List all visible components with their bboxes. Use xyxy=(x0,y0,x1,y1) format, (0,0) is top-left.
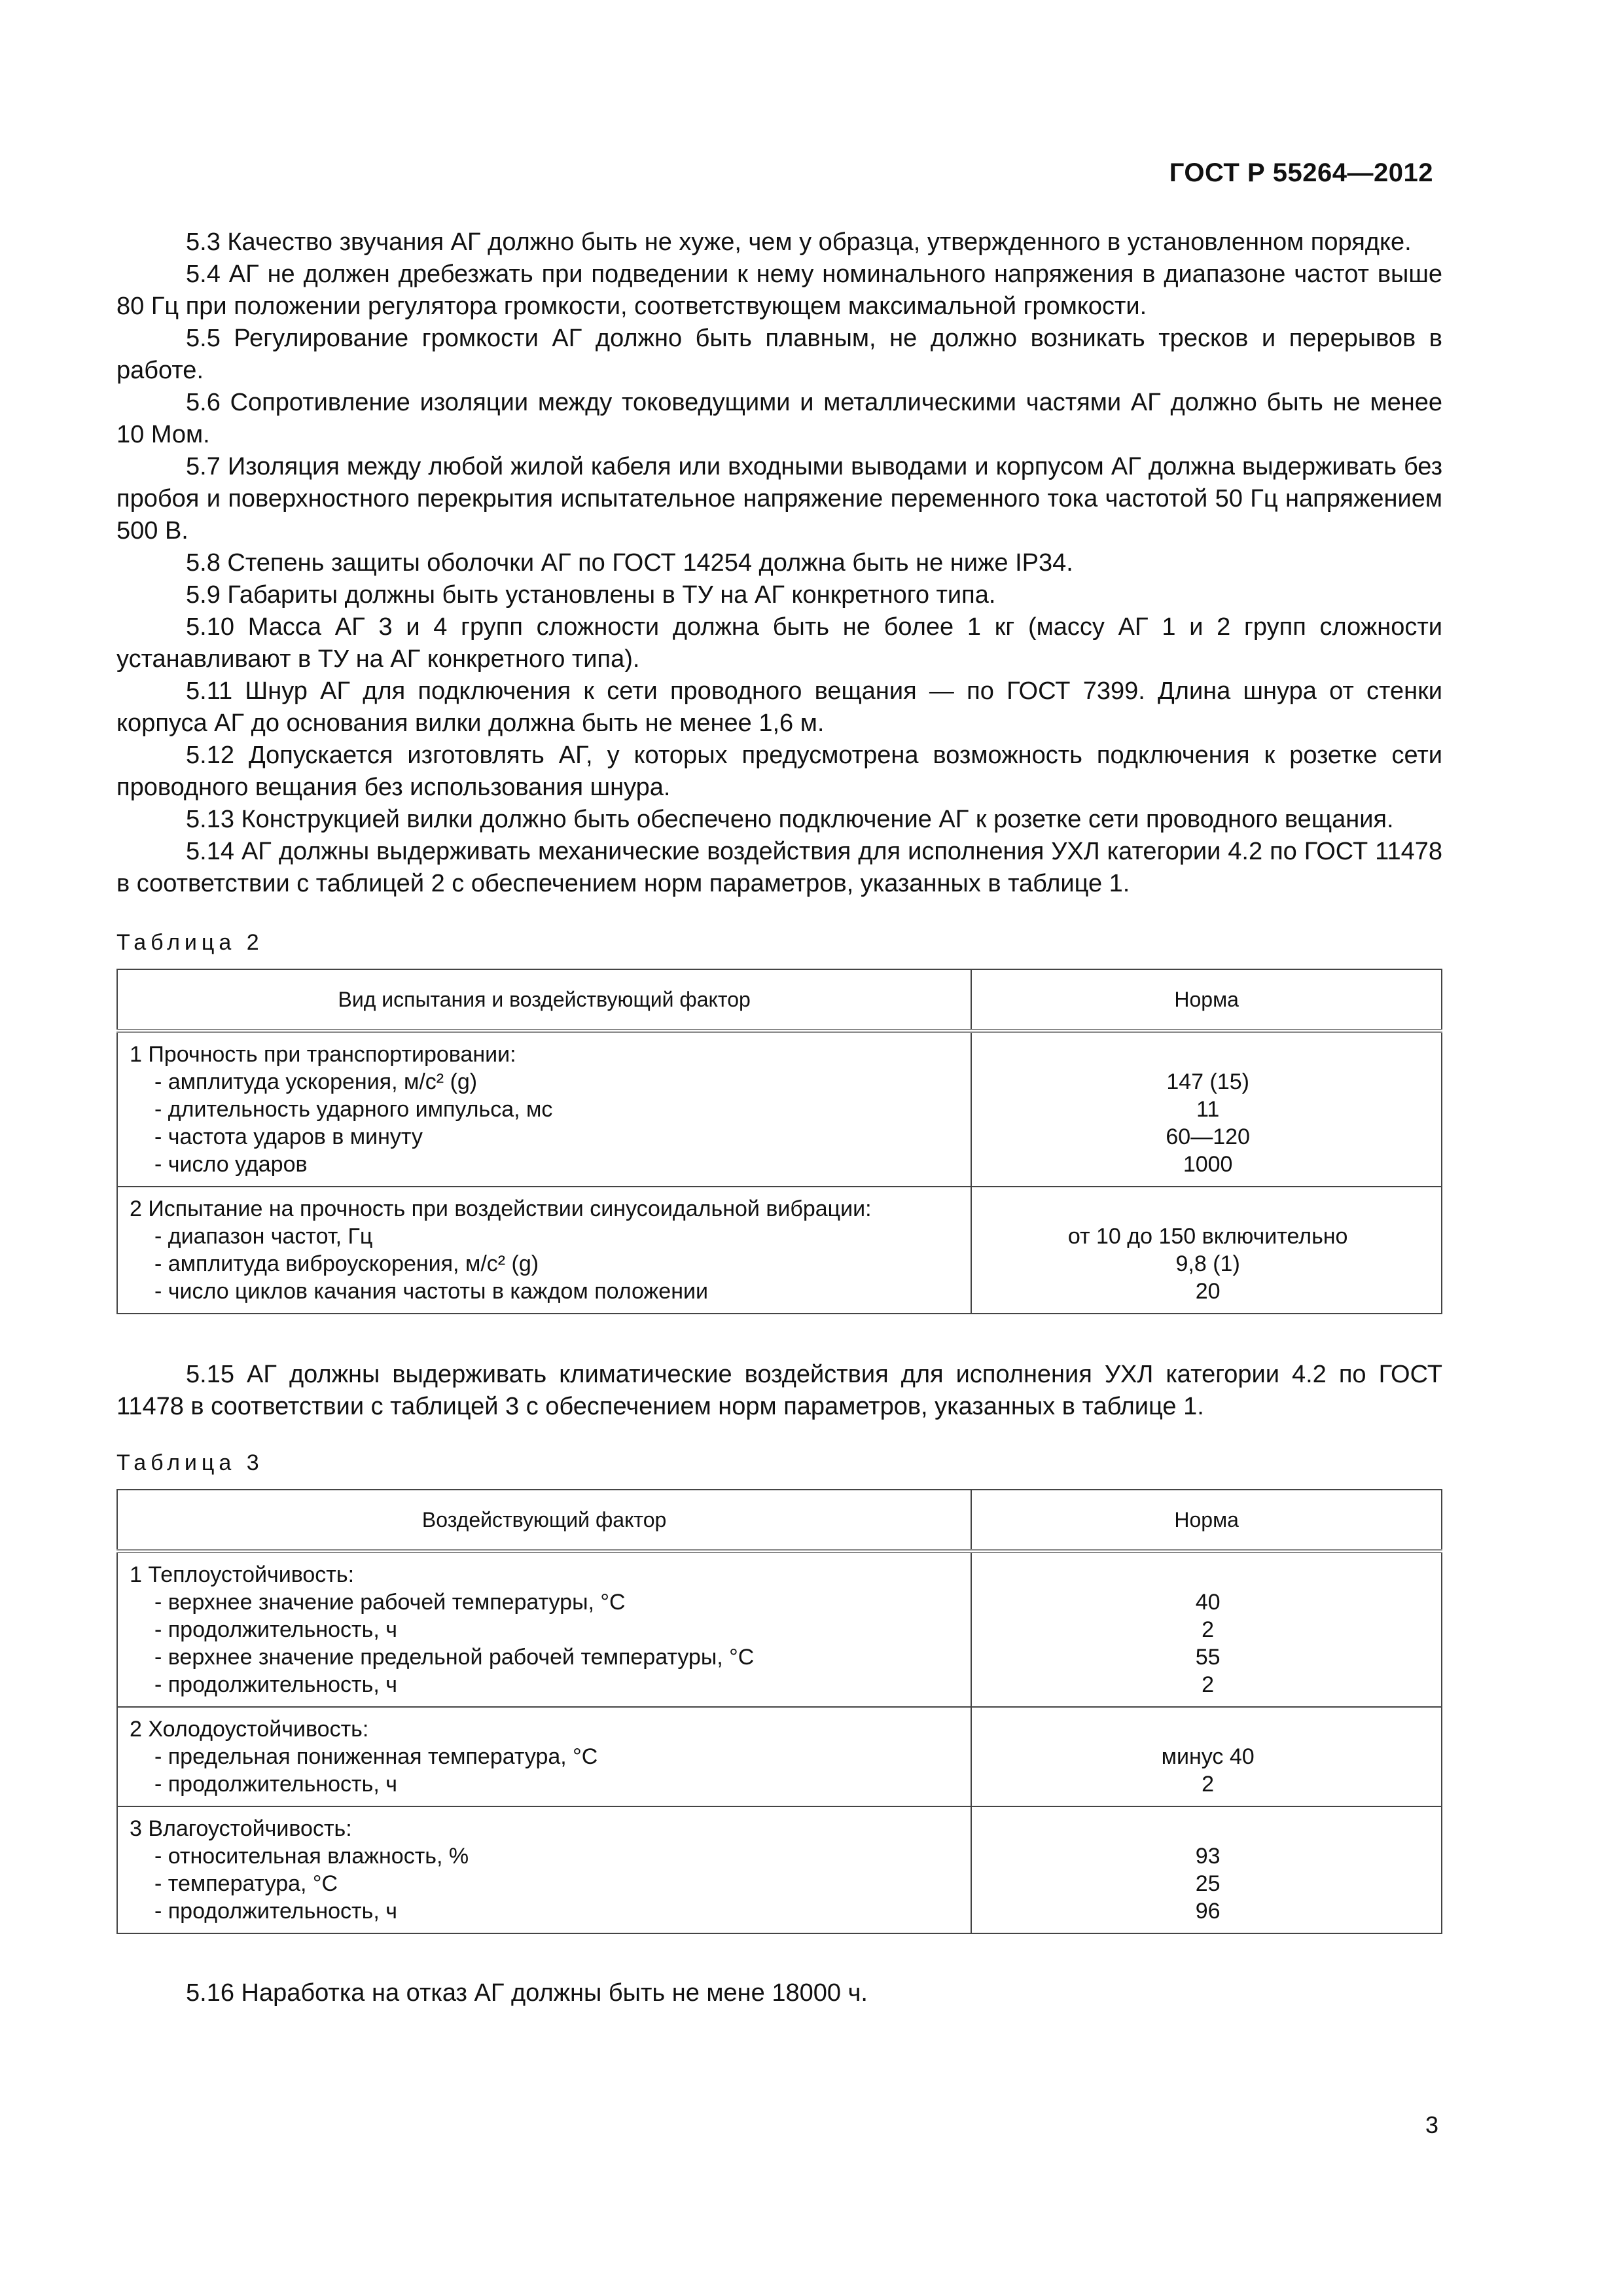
norm-value: 9,8 (1) xyxy=(1175,1251,1240,1276)
table-2 xyxy=(116,969,1442,1314)
paragraph-5-4: 5.4 АГ не должен дребезжать при подведении к нему номинального напряжения в диапазоне частот выше 80 Гц при положении регулятора громкости, соответствующем максимальной громкости. xyxy=(116,260,1442,320)
table-2-factor-cell xyxy=(117,1031,971,1187)
paragraph-5-10: 5.10 Масса АГ 3 и 4 групп сложности должна быть не более 1 кг (массу АГ 1 и 2 групп сложности устанавливают в ТУ на АГ конкретного типа). xyxy=(116,613,1442,673)
norm-value: 55 xyxy=(1195,1645,1221,1670)
table-2-norm-cell xyxy=(971,1031,1442,1187)
document-id-header: ГОСТ Р 55264—2012 xyxy=(1169,158,1433,187)
norm-value: 96 xyxy=(1195,1899,1221,1924)
paragraph-5-9: 5.9 Габариты должны быть установлены в ТУ на АГ конкретного типа. xyxy=(186,581,996,609)
table-3-caption: Таблица 3 xyxy=(116,1450,264,1475)
factor-item: - амплитуда виброускорения, м/с² (g) xyxy=(154,1251,539,1276)
norm-value: 60—120 xyxy=(1166,1124,1250,1149)
paragraph-5-13: 5.13 Конструкцией вилки должно быть обеспечено подключение АГ к розетке сети проводного вещания. xyxy=(186,806,1394,833)
table-row xyxy=(117,1031,1442,1187)
paragraph-5-16: 5.16 Наработка на отказ АГ должны быть не мене 18000 ч. xyxy=(186,1979,868,2007)
factor-item: - продолжительность, ч xyxy=(154,1672,397,1697)
table-row xyxy=(117,1806,1442,1933)
factor-item: - продолжительность, ч xyxy=(154,1899,397,1924)
norm-value: от 10 до 150 включительно xyxy=(1067,1224,1348,1249)
table-2-header-row xyxy=(117,969,1442,1031)
table-row xyxy=(117,1551,1442,1707)
table-2-factor-cell xyxy=(117,1187,971,1314)
paragraph-5-15: 5.15 АГ должны выдерживать климатические воздействия для исполнения УХЛ категории 4.2 по ГОСТ 11478 в соответствии с таблицей 3 с обеспечением норм параметров, указанных в таблице 1. xyxy=(116,1361,1442,1420)
table-3-header-factor: Воздействующий фактор xyxy=(117,1490,971,1551)
norm-value: 40 xyxy=(1195,1590,1221,1615)
table-3-header-row xyxy=(117,1490,1442,1551)
factor-item: - продолжительность, ч xyxy=(154,1772,397,1797)
factor-item: - верхнее значение предельной рабочей температуры, °С xyxy=(154,1645,755,1670)
table-2-header-norm: Норма xyxy=(971,969,1442,1031)
group-title: 1 Прочность при транспортировании: xyxy=(130,1042,516,1067)
table-3-factor-cell xyxy=(117,1551,971,1707)
paragraph-5-11: 5.11 Шнур АГ для подключения к сети проводного вещания — по ГОСТ 7399. Длина шнура от стенки корпуса АГ до основания вилки должна быть не менее 1,6 м. xyxy=(116,677,1442,737)
table-2-header-factor: Вид испытания и воздействующий фактор xyxy=(117,969,971,1031)
group-title: 2 Испытание на прочность при воздействии синусоидальной вибрации: xyxy=(130,1196,872,1221)
norm-value: 25 xyxy=(1195,1871,1221,1896)
table-2-norm-cell xyxy=(971,1187,1442,1314)
paragraph-5-12: 5.12 Допускается изготовлять АГ, у которых предусмотрена возможность подключения к розетке сети проводного вещания без использования шнура. xyxy=(116,742,1442,801)
page-content xyxy=(116,226,1442,2009)
factor-item: - длительность ударного импульса, мс xyxy=(154,1097,553,1122)
table-3-norm-cell xyxy=(971,1806,1442,1933)
paragraph-5-5: 5.5 Регулирование громкости АГ должно быть плавным, не должно возникать тресков и перерывов в работе. xyxy=(116,325,1442,384)
factor-item: - предельная пониженная температура, °С xyxy=(154,1744,598,1769)
table-3 xyxy=(116,1489,1442,1934)
norm-value: 2 xyxy=(1202,1617,1215,1642)
page-number: 3 xyxy=(1425,2111,1438,2138)
norm-value: 2 xyxy=(1202,1772,1215,1797)
factor-item: - верхнее значение рабочей температуры, °С xyxy=(154,1590,626,1615)
paragraph-5-8: 5.8 Степень защиты оболочки АГ по ГОСТ 14254 должна быть не ниже IP34. xyxy=(186,549,1073,577)
factor-item: - температура, °С xyxy=(154,1871,338,1896)
norm-value: 93 xyxy=(1195,1844,1221,1869)
table-row xyxy=(117,1187,1442,1314)
norm-value: 20 xyxy=(1195,1279,1221,1304)
factor-item: - частота ударов в минуту xyxy=(154,1124,423,1149)
factor-item: - амплитуда ускорения, м/с² (g) xyxy=(154,1069,478,1094)
paragraph-5-6: 5.6 Сопротивление изоляции между токоведущими и металлическими частями АГ должно быть не менее 10 Мом. xyxy=(116,389,1442,448)
table-3-factor-cell xyxy=(117,1806,971,1933)
factor-item: - число циклов качания частоты в каждом положении xyxy=(154,1279,708,1304)
factor-item: - число ударов xyxy=(154,1152,308,1177)
norm-value: 147 (15) xyxy=(1166,1069,1249,1094)
table-3-norm-cell xyxy=(971,1551,1442,1707)
table-3-norm-cell xyxy=(971,1707,1442,1806)
factor-item: - диапазон частот, Гц xyxy=(154,1224,373,1249)
paragraph-5-7: 5.7 Изоляция между любой жилой кабеля или входными выводами и корпусом АГ должна выдерживать без пробоя и поверхностного перекрытия испытательное напряжение переменного тока частотой 50 Гц напряжением 500 В. xyxy=(116,453,1442,545)
table-2-caption: Таблица 2 xyxy=(116,930,264,955)
factor-item: - относительная влажность, % xyxy=(154,1844,469,1869)
table-row xyxy=(117,1707,1442,1806)
group-title: 1 Теплоустойчивость: xyxy=(130,1562,355,1587)
paragraph-5-3: 5.3 Качество звучания АГ должно быть не хуже, чем у образца, утвержденного в установленном порядке. xyxy=(186,228,1412,256)
group-title: 3 Влагоустойчивость: xyxy=(130,1816,352,1841)
table-3-factor-cell xyxy=(117,1707,971,1806)
norm-value: 11 xyxy=(1196,1097,1220,1122)
norm-value: 1000 xyxy=(1183,1152,1233,1177)
table-3-header-norm: Норма xyxy=(971,1490,1442,1551)
norm-value: минус 40 xyxy=(1161,1744,1255,1769)
norm-value: 2 xyxy=(1202,1672,1215,1697)
group-title: 2 Холодоустойчивость: xyxy=(130,1717,369,1742)
paragraph-5-14: 5.14 АГ должны выдерживать механические воздействия для исполнения УХЛ категории 4.2 по ГОСТ 11478 в соответствии с таблицей 2 с обеспечением норм параметров, указанных в таблице 1. xyxy=(116,838,1442,897)
factor-item: - продолжительность, ч xyxy=(154,1617,397,1642)
